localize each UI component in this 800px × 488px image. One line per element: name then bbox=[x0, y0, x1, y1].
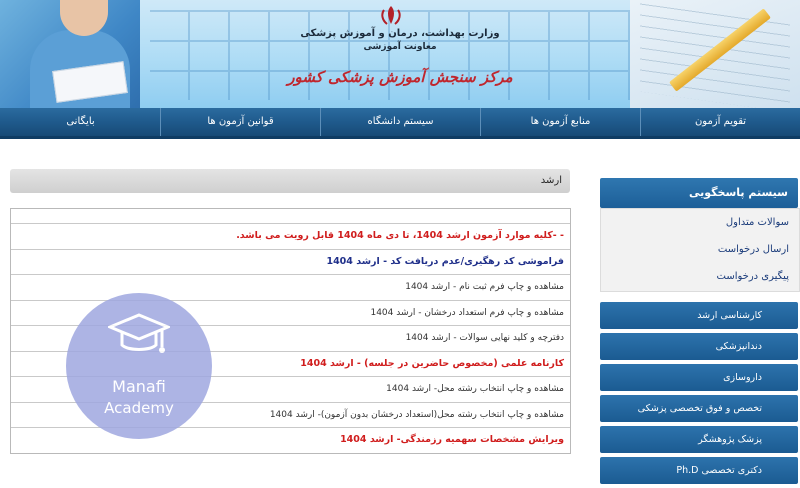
category-masters[interactable]: کارشناسی ارشد bbox=[600, 302, 798, 329]
track-request-link[interactable]: پیگیری درخواست bbox=[716, 271, 789, 282]
list-item[interactable]: دفترچه و کلید نهایی سوالات - ارشد 1404 bbox=[11, 326, 570, 352]
category-specialty[interactable]: تخصص و فوق تخصصی پزشکی bbox=[600, 395, 798, 422]
list-item[interactable]: مشاهده و چاپ فرم استعداد درخشان - ارشد 1404 bbox=[11, 301, 570, 327]
deputy-title: معاونت آموزشی bbox=[363, 42, 437, 52]
faq-link[interactable]: سوالات متداول bbox=[725, 217, 789, 228]
watermark-line2: Academy bbox=[104, 399, 174, 417]
category-physician-researcher[interactable]: پزشک پژوهشگر bbox=[600, 426, 798, 453]
nav-archive[interactable]: بایگانی bbox=[66, 116, 95, 127]
nav-university-system[interactable]: سیستم دانشگاه bbox=[320, 108, 480, 136]
main-nav bbox=[0, 108, 800, 139]
list-item[interactable]: مشاهده و چاپ انتخاب رشته محل- ارشد 1404 bbox=[11, 377, 570, 403]
academy-watermark bbox=[66, 293, 212, 439]
nav-exam-calendar[interactable]: تقویم آزمون bbox=[640, 108, 800, 136]
header-banner bbox=[0, 0, 800, 108]
section-title-bar bbox=[10, 169, 570, 193]
support-system-header bbox=[600, 178, 798, 208]
list-item[interactable]: مشاهده و چاپ فرم ثبت نام - ارشد 1404 bbox=[11, 275, 570, 301]
list-item[interactable]: فراموشی کد رهگیری/عدم دریافت کد - ارشد 1404 bbox=[11, 250, 570, 276]
category-list bbox=[600, 302, 798, 488]
watermark-line1: Manafi bbox=[112, 377, 166, 396]
send-request-link[interactable]: ارسال درخواست bbox=[717, 244, 789, 255]
list-item[interactable]: مشاهده و چاپ انتخاب رشته محل(استعداد درخشان بدون آزمون)- ارشد 1404 bbox=[11, 403, 570, 429]
center-title: مرکز سنجش آموزش پزشکی کشور bbox=[287, 68, 513, 86]
ministry-title: وزارت بهداشت، درمان و آموزش پزشکی bbox=[300, 28, 500, 39]
category-phd[interactable]: دکتری تخصصی Ph.D bbox=[600, 457, 798, 484]
category-pharmacy[interactable]: داروسازی bbox=[600, 364, 798, 391]
iran-emblem-icon bbox=[378, 4, 404, 28]
support-links-box bbox=[600, 208, 800, 292]
nav-exam-rules[interactable]: قوانین آزمون ها bbox=[160, 108, 320, 136]
category-dentistry[interactable]: دندانپزشکی bbox=[600, 333, 798, 360]
list-header-spacer bbox=[11, 209, 570, 224]
support-system-title: سیستم پاسخگویی bbox=[688, 186, 788, 199]
list-item[interactable]: - -کلیه موارد آزمون ارشد 1404، تا دی ماه 1404 قابل رویت می باشد. bbox=[11, 224, 570, 250]
section-title: ارشد bbox=[540, 175, 562, 186]
nav-exam-resources[interactable]: منابع آزمون ها bbox=[480, 108, 640, 136]
list-item[interactable]: کارنامه علمی (مخصوص حاضرین در جلسه) - ارشد 1404 bbox=[11, 352, 570, 378]
graduation-cap-icon bbox=[108, 313, 170, 359]
list-item[interactable]: ویرایش مشخصات سهمیه رزمندگی- ارشد 1404 bbox=[340, 434, 564, 445]
